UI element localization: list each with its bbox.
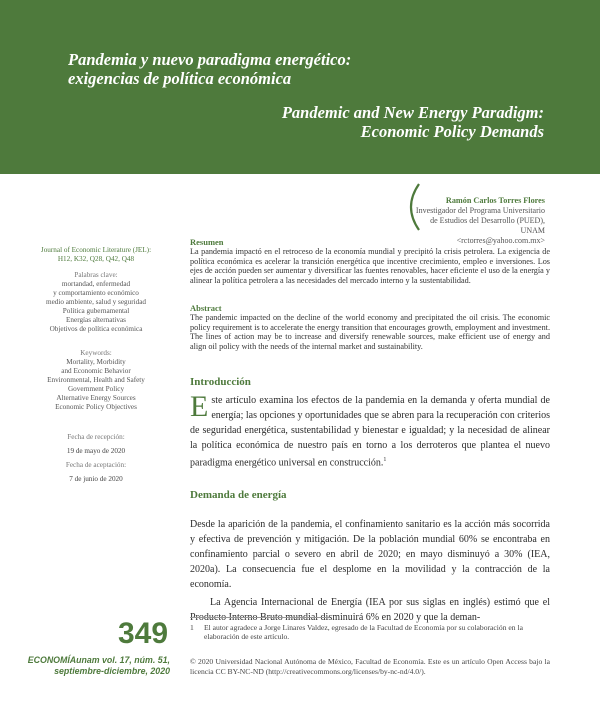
- footnote-divider: [190, 617, 330, 618]
- demanda-paragraph-2: La Agencia Internacional de Energía (IEA por sus siglas en inglés) estimó que el Producto Interno Bruto mundial disminuirá 6% en 2020 y que la deman-: [190, 597, 550, 623]
- jel-line1: Journal of Economic Literature (JEL):: [40, 246, 152, 254]
- license-notice: © 2020 Universidad Nacional Autónoma de México, Facultad de Economía. Este es un artículo Open Access bajo la licencia CC BY-NC-ND (http://creativecommons.org/licenses/by-nc-nd/4.0/).: [190, 657, 550, 676]
- keywords-heading: Keywords:: [80, 349, 112, 357]
- sidebar-keywords: [20, 349, 172, 412]
- keyword: Environmental, Health and Safety: [47, 376, 145, 384]
- introduccion-paragraph: [190, 390, 550, 470]
- title-spanish-line1: Pandemia y nuevo paradigma energético:: [68, 50, 352, 69]
- title-spanish: [68, 50, 588, 88]
- journal-citation-line1: ECONOMÍAunam vol. 17, núm. 51,: [27, 655, 170, 665]
- palabra-clave: y comportamiento económico: [53, 289, 139, 297]
- author-email: <rctorres@yahoo.com.mx>: [456, 236, 545, 245]
- aceptacion-date: 7 de junio de 2020: [69, 475, 123, 483]
- footnote: [190, 623, 550, 642]
- palabra-clave: Objetivos de política económica: [49, 325, 143, 333]
- palabra-clave: Energías alternativas: [66, 316, 126, 324]
- jel-line2: H12, K32, Q28, Q42, Q48: [57, 255, 135, 263]
- title-spanish-line2: exigencias de política económica: [68, 69, 292, 88]
- palabra-clave: mortandad, enfermedad: [61, 280, 131, 288]
- introduccion-section: [190, 376, 550, 470]
- journal-citation: [10, 655, 170, 677]
- palabras-clave-heading: Palabras clave:: [74, 271, 118, 279]
- footnote-reference[interactable]: 1: [383, 457, 387, 463]
- demanda-heading: Demanda de energía: [190, 489, 287, 501]
- title-english: [24, 103, 544, 141]
- resumen-heading: Resumen: [190, 237, 224, 247]
- author-name: Ramón Carlos Torres Flores: [445, 196, 545, 205]
- footnote-marker: 1: [190, 623, 194, 632]
- keyword: Government Policy: [67, 385, 125, 393]
- dropcap-letter: E: [190, 390, 209, 423]
- journal-citation-line2: septiembre-diciembre, 2020: [54, 666, 170, 676]
- abstract-section: [190, 303, 550, 351]
- introduccion-text: ste artículo examina los efectos de la pandemia en la demanda y oferta mundial de energía; las opciones y oportunidades que se abren para la recuperación con criterios de seguridad energética, sustentabilidad y bienestar e igualdad; y la necesidad de alinear la política económica de nuestro país en torno a los derroteros que plantea el nuevo paradigma energético universal en construcción.: [190, 395, 550, 469]
- abstract-text: The pandemic impacted on the decline of the world economy and precipitated the oil crisis. The economic policy requirement is to accelerate the energy transition that encourages growth, employment and investment. The lines of action may be to increase and diversify renewable sources, make efficient use of energy and align oil policy with the needs of the internal market and sustainability.: [190, 313, 550, 351]
- palabra-clave: medio ambiente, salud y seguridad: [45, 298, 146, 306]
- introduccion-heading: Introducción: [190, 376, 251, 388]
- sidebar-palabras-clave: [20, 271, 172, 334]
- title-english-line1: Pandemic and New Energy Paradigm:: [281, 103, 544, 122]
- sidebar-dates: [20, 433, 172, 484]
- recepcion-date: 19 de mayo de 2020: [66, 447, 126, 455]
- keyword: and Economic Behavior: [61, 367, 131, 375]
- author-affiliation-1: Investigador del Programa Universitario: [415, 206, 545, 215]
- page-number: 349: [118, 617, 169, 650]
- resumen-section: [190, 237, 550, 285]
- demanda-section: [190, 489, 550, 625]
- abstract-heading: Abstract: [190, 303, 222, 313]
- sidebar-jel: [20, 246, 172, 264]
- keyword: Alternative Energy Sources: [56, 394, 136, 402]
- keyword: Mortality, Morbidity: [66, 358, 126, 366]
- palabra-clave: Política gubernamental: [62, 307, 130, 315]
- aceptacion-heading: Fecha de aceptación:: [65, 461, 127, 469]
- recepcion-heading: Fecha de recepción:: [67, 433, 125, 441]
- keyword: Economic Policy Objectives: [55, 403, 137, 411]
- title-english-line2: Economic Policy Demands: [360, 122, 544, 141]
- footnote-text: El autor agradece a Jorge Linares Valdez, egresado de la Facultad de Economía por su colaboración en la elaboración de este artículo.: [204, 623, 523, 642]
- author-affiliation-2: de Estudios del Desarrollo (PUED), UNAM: [430, 216, 545, 235]
- demanda-paragraph-1: Desde la aparición de la pandemia, el confinamiento sanitario es la acción más socorrida y efectiva de prevención y mitigación. De la población mundial 60% se encontraba en confinamiento parcial o severo en abril de 2020; en mayo disminuyó a 30% (IEA, 2020a). La consecuencia fue el desplome en la movilidad y la contracción de la economía.: [190, 519, 550, 590]
- resumen-text: La pandemia impactó en el retroceso de la economía mundial y precipitó la crisis petrolera. La exigencia de política económica es acelerar la transición energética que incentive crecimiento, empleo e inversiones. Los ejes de acción pueden ser aumentar y diversificar las fuentes renovables, hacer eficiente el uso de la energía y alinear la política petrolera a las necesidades del mercado interno y la sustentabilidad.: [190, 247, 550, 285]
